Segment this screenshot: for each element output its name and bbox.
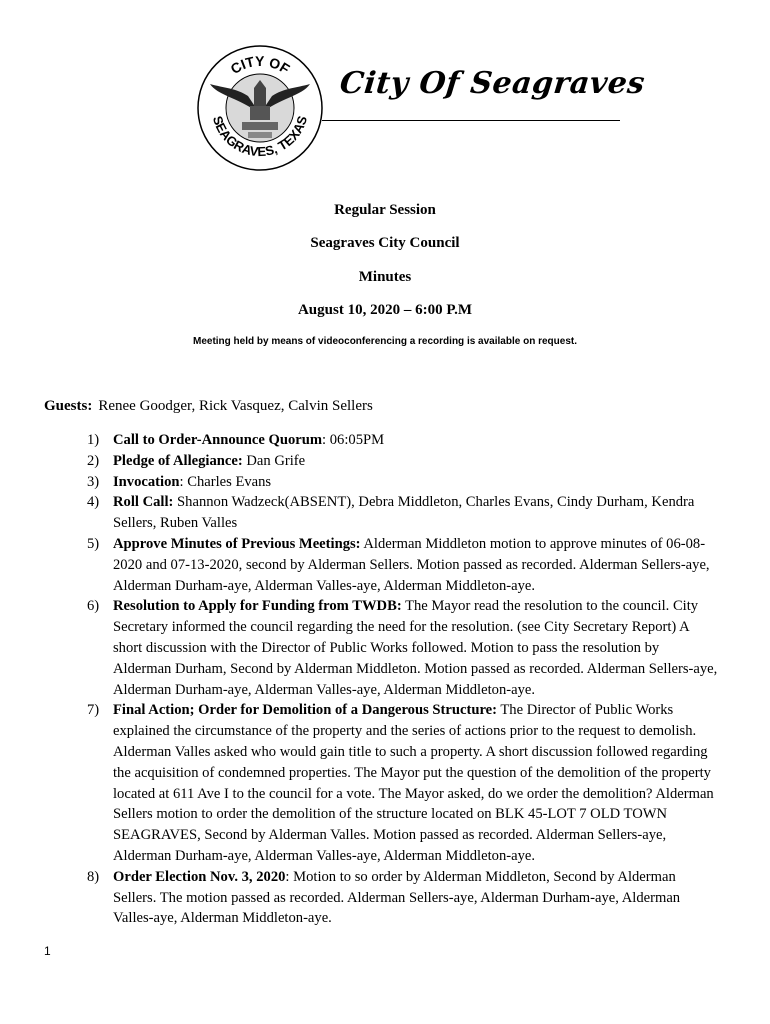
item-separator: :: [322, 432, 327, 448]
agenda-item: [80, 700, 720, 866]
agenda-item: [80, 867, 720, 929]
document-header: [0, 0, 770, 190]
item-text: The Director of Public Works explained the circumstance of the property and the series of actions prior to the request to demolish. Alderman Valles asked who would gain title to such a property. A short discussion followed regarding the acquisition of condemned properties. The Mayor put the question of the demolition of the property located at 611 Ave I to the council for a vote. The Mayor asked, do we order the demolition? Alderman Sellers motion to order the demolition of the structure located on BLK 45-LOT 7 OLD TOWN SEAGRAVES, Second by Alderman Valles. Motion passed as recorded. Alderman Sellers-aye, Alderman Durham-aye, Alderman Valles-aye, Alderman Middleton-aye.: [113, 702, 714, 864]
item-text: Alderman Middleton motion to approve minutes of 06-08-2020 and 07-13-2020, second by Alderman Sellers. Motion passed as recorded. Alderman Sellers-aye, Alderman Durham-aye, Alderman Valles-aye, Alderman Middleton-aye.: [113, 535, 710, 594]
document-title: Minutes: [358, 269, 412, 285]
item-text: The Mayor read the resolution to the council. City Secretary informed the council regarding the need for the resolution. (see City Secretary Report) A short discussion with the Director of Public Works followed. Motion to pass the resolution by Alderman Durham, Second by Alderman Middleton. Motion passed as recorded. Alderman Sellers-aye, Alderman Durham-aye, Alderman Valles-aye, Alderman Middleton-aye.: [113, 598, 718, 698]
item-title: Final Action; Order for Demolition of a Dangerous Structure:: [113, 702, 497, 719]
guests-label: Guests:: [44, 398, 93, 414]
item-title: Approve Minutes of Previous Meetings:: [113, 535, 361, 552]
agenda-item: [80, 492, 720, 534]
city-seal-logo: [196, 44, 324, 172]
item-separator: :: [285, 868, 290, 885]
page-number: 1: [44, 944, 51, 958]
agenda-item: [80, 430, 720, 451]
agenda-item: [80, 451, 720, 472]
item-number: 1): [87, 432, 100, 448]
item-text: 06:05PM: [326, 432, 385, 448]
item-title: Call to Order-Announce Quorum: [113, 432, 323, 448]
item-text: Dan Grife: [242, 452, 306, 469]
council-title: Seagraves City Council: [310, 235, 460, 251]
session-title: Regular Session: [334, 202, 436, 218]
svg-text:CITY OF: CITY OF: [227, 52, 293, 78]
guests-names: Renee Goodger, Rick Vasquez, Calvin Sellers: [98, 398, 373, 414]
item-number: 2): [87, 452, 100, 469]
item-title: Pledge of Allegiance:: [113, 452, 243, 469]
item-number: 8): [87, 868, 100, 885]
item-text: Shannon Wadzeck(ABSENT), Debra Middleton, Charles Evans, Cindy Durham, Kendra Sellers, Ruben Valles: [113, 494, 695, 532]
svg-text:SEAGRAVES, TEXAS: SEAGRAVES, TEXAS: [209, 114, 311, 160]
guests-line: [44, 398, 373, 415]
item-title: Roll Call:: [113, 494, 174, 511]
item-number: 4): [87, 494, 100, 511]
videoconference-note: Meeting held by means of videoconferencing a recording is available on request.: [193, 336, 577, 347]
agenda-item: [80, 472, 720, 493]
item-text: Motion to so order by Alderman Middleton, Second by Alderman Sellers. The motion passed as recorded. Alderman Sellers-aye, Alderman Durham-aye, Alderman Valles-aye, Alderman Middleton-aye.: [113, 868, 681, 927]
header-divider: [322, 120, 620, 121]
city-title: City Of Seagraves: [338, 66, 647, 101]
item-number: 5): [87, 535, 100, 552]
item-title: Invocation: [113, 473, 180, 490]
agenda-item: [80, 534, 720, 596]
item-title: Order Election Nov. 3, 2020: [113, 868, 286, 885]
item-title: Resolution to Apply for Funding from TWDB:: [113, 598, 402, 615]
agenda-list: [80, 430, 720, 929]
item-number: 3): [87, 473, 100, 490]
item-number: 7): [87, 702, 100, 719]
meeting-date: August 10, 2020 – 6:00 P.M: [297, 302, 473, 318]
item-text: Charles Evans: [183, 473, 272, 490]
item-number: 6): [87, 598, 100, 615]
agenda-item: [80, 596, 720, 700]
item-separator: :: [179, 473, 184, 490]
